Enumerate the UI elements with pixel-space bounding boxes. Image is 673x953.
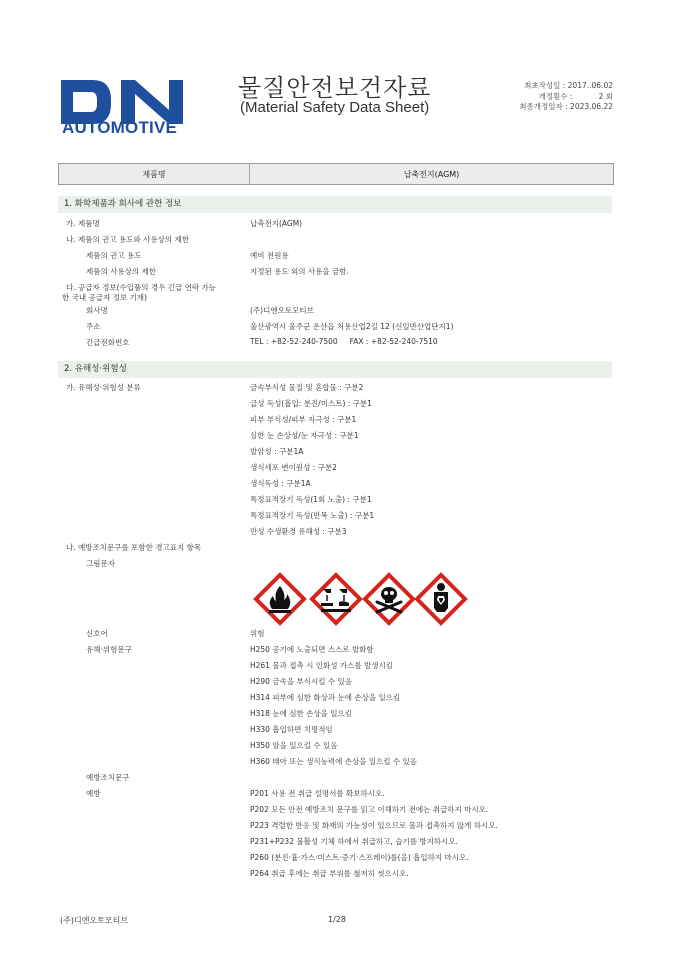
classification-item: 급성 독성(흡입: 분진/미스트) : 구분1 [250,399,372,408]
logo-subtitle: AUTOMOTIVE [62,118,178,137]
section-1-title: 1. 화학제품과 회사에 관한 정보 [58,196,612,213]
classification-item: 생식독성 : 구분1A [250,479,311,488]
signal-word-value: 위험 [250,629,265,638]
label-elements-heading: 나. 예방조치문구를 포함한 경고표지 항목 [66,543,202,552]
precautionary-statement: P264 취급 후에는 취급 부위를 철저히 씻으시오. [250,869,409,878]
classification-item: 만성 수생환경 유해성 : 구분3 [250,527,347,536]
hazard-statement: H318 눈에 심한 손상을 일으킴 [250,709,352,718]
skull-crossbones-pictogram-icon [362,572,416,626]
precautionary-statement: P231+P232 불활성 기체 하에서 취급하고, 습기를 방지하시오. [250,837,458,846]
classification-item: 금속부식성 물질 및 혼합물 : 구분2 [250,383,364,392]
emergency-phone-value: TEL : +82-52-240-7500 FAX : +82-52-240-7510 [250,337,438,346]
meta-revision-count: 개정횟수 : 2 회 [538,92,613,101]
classification-item: 특정표적장기 독성(반복 노출) : 구분1 [250,511,375,520]
use-restriction-value: 지정된 용도 외의 사용을 금함. [250,267,349,276]
meta-first-created: 최초작성일 : 2017..06.02 [524,81,613,90]
use-restriction-label: 제품의 사용상의 제한 [86,267,156,276]
emergency-phone-label: 긴급전화번호 [86,338,130,347]
recommended-use-label: 제품의 권고 용도 [86,251,142,260]
hazard-statement: H250 공기에 노출되면 스스로 발화함 [250,645,374,654]
recommended-use-heading: 나. 제품의 권고 용도와 사용상의 제한 [66,235,189,244]
supplier-info-heading: 다. 공급자 정보(수입품의 경우 긴급 연락 가능 [66,283,217,292]
product-name-table [58,163,614,185]
company-name-value: (주)디엔오토모티브 [250,306,314,315]
precautionary-statement: P201 사용 전 취급 설명서를 확보하시오. [250,789,385,798]
hazard-statement: H314 피부에 심한 화상과 눈에 손상을 일으킴 [250,693,401,702]
classification-label: 가. 유해성·위험성 분류 [66,383,141,392]
hazard-statement: H350 암을 일으킬 수 있음 [250,741,338,750]
section-2-title: 2. 유해성·위험성 [58,361,612,378]
hazard-statement: H360 태아 또는 생식능력에 손상을 일으킬 수 있음 [250,757,418,766]
precautionary-statements-label: 예방조치문구 [86,773,130,782]
product-name-value: 납축전지(AGM) [403,169,460,179]
precautionary-statement: P260 (분진·흄·가스·미스트·증기·스프레이)를(을) 흡입하지 마시오. [250,853,469,862]
product-identifier-label: 가. 제품명 [66,219,100,228]
page-number: 1/28 [328,915,346,924]
health-hazard-pictogram-icon [414,572,468,626]
footer-company: (주)디엔오토모티브 [60,916,129,925]
classification-item: 심한 눈 손상성/눈 자극성 : 구분1 [250,431,359,440]
corrosion-pictogram-icon [309,572,363,626]
classification-item: 피부 부식성/피부 자극성 : 구분1 [250,415,357,424]
meta-last-revised: 최종개정일자 : 2023.06.22 [519,102,613,111]
flame-pictogram-icon [253,572,307,626]
classification-item: 발암성 : 구분1A [250,447,304,456]
hazard-statement: H290 금속을 부식시킬 수 있음 [250,677,352,686]
prevention-label: 예방 [86,789,101,798]
classification-item: 생식세포 변이원성 : 구분2 [250,463,337,472]
document-subtitle: (Material Safety Data Sheet) [240,99,430,116]
address-value: 울산광역시 울주군 온산읍 처용산업2길 12 (신일반산업단지1) [250,322,454,331]
pictogram-label: 그림문자 [86,559,115,568]
supplier-info-heading-cont: 한 국내 공급자 정보 기재) [62,293,147,302]
address-label: 주소 [86,322,101,331]
document-title: 물질안전보건자료 [238,74,432,102]
recommended-use-value: 예비 전원용 [250,251,289,260]
product-identifier-value: 납축전지(AGM) [250,219,303,228]
company-name-label: 회사명 [86,306,108,315]
classification-item: 특정표적장기 독성(1회 노출) : 구분1 [250,495,372,504]
product-name-label: 제품명 [59,164,250,184]
precautionary-statement: P223 격렬한 반응 및 화재의 가능성이 있으므로 물과 접촉하지 않게 하시오. [250,821,498,830]
precautionary-statement: P202 모든 안전 예방조치 문구를 읽고 이해하기 전에는 취급하지 마시오. [250,805,489,814]
hazard-statements-label: 유해·위험문구 [86,645,132,654]
signal-word-label: 신호어 [86,629,108,638]
hazard-statement: H261 물과 접촉 시 인화성 가스를 발생시킴 [250,661,393,670]
hazard-statement: H330 흡입하면 치명적임 [250,725,333,734]
